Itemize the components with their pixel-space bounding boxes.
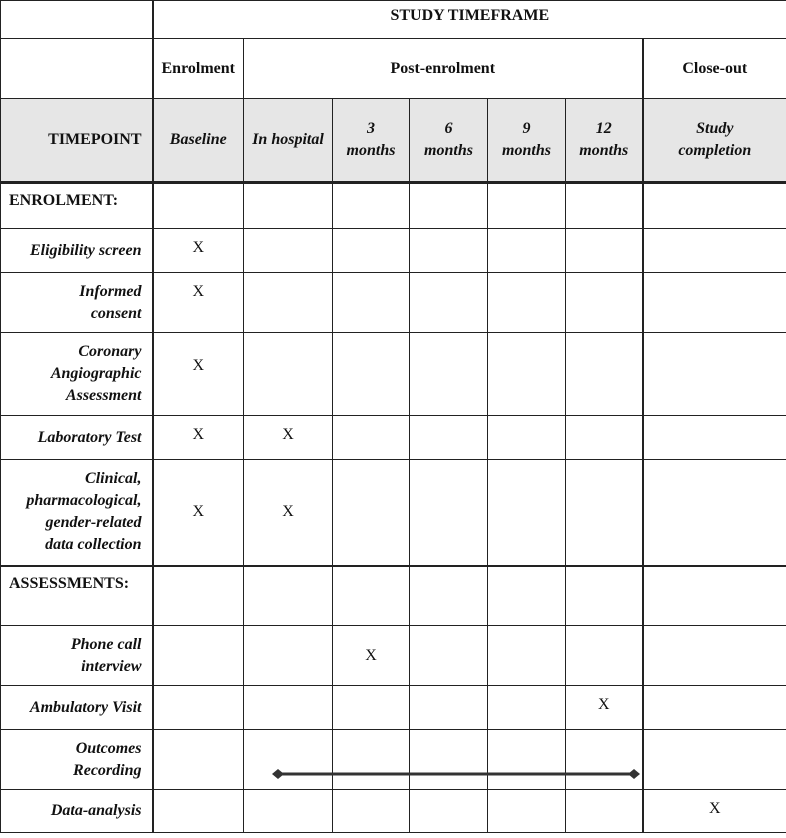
- coronary-assessment-label: Coronary Angiographic Assessment: [1, 333, 153, 416]
- laboratory-in-hospital-mark: X: [244, 416, 333, 460]
- study-timeframe-header: STUDY TIMEFRAME: [153, 1, 786, 39]
- month-9-header: 9 months: [488, 99, 566, 183]
- month-3-header: 3 months: [333, 99, 410, 183]
- phone-call-3-month-mark: X: [333, 626, 410, 686]
- assessments-section-label: ASSESSMENTS:: [1, 566, 153, 626]
- informed-consent-label: Informed consent: [1, 273, 153, 333]
- timepoint-label: TIMEPOINT: [1, 99, 153, 183]
- clinical-baseline-mark: X: [153, 460, 244, 566]
- close-out-phase-header: Close-out: [643, 39, 786, 99]
- clinical-in-hospital-mark: X: [244, 460, 333, 566]
- data-analysis-completion-mark: X: [643, 790, 786, 833]
- study-completion-header: Study completion: [643, 99, 786, 183]
- phone-call-interview-label: Phone call interview: [1, 626, 153, 686]
- corner-cell: [1, 1, 153, 39]
- coronary-baseline-mark: X: [153, 333, 244, 416]
- ambulatory-12-month-mark: X: [566, 686, 643, 730]
- data-analysis-label: Data-analysis: [1, 790, 153, 833]
- in-hospital-header: In hospital: [244, 99, 333, 183]
- month-6-header: 6 months: [410, 99, 488, 183]
- outcomes-recording-span-arrow: [272, 766, 640, 782]
- consent-baseline-mark: X: [153, 273, 244, 333]
- baseline-header: Baseline: [153, 99, 244, 183]
- enrolment-section-label: ENROLMENT:: [1, 183, 153, 229]
- outcomes-recording-label: Outcomes Recording: [1, 730, 153, 790]
- empty-cell: [1, 39, 153, 99]
- eligibility-screen-label: Eligibility screen: [1, 229, 153, 273]
- arrow-right-head: [628, 769, 640, 779]
- arrow-left-head: [272, 769, 284, 779]
- post-enrolment-phase-header: Post-enrolment: [244, 39, 643, 99]
- enrolment-phase-header: Enrolment: [153, 39, 244, 99]
- laboratory-test-label: Laboratory Test: [1, 416, 153, 460]
- clinical-data-collection-label: Clinical, pharmacological, gender-related data collection: [1, 460, 153, 566]
- laboratory-baseline-mark: X: [153, 416, 244, 460]
- month-12-header: 12 months: [566, 99, 643, 183]
- eligibility-baseline-mark: X: [153, 229, 244, 273]
- ambulatory-visit-label: Ambulatory Visit: [1, 686, 153, 730]
